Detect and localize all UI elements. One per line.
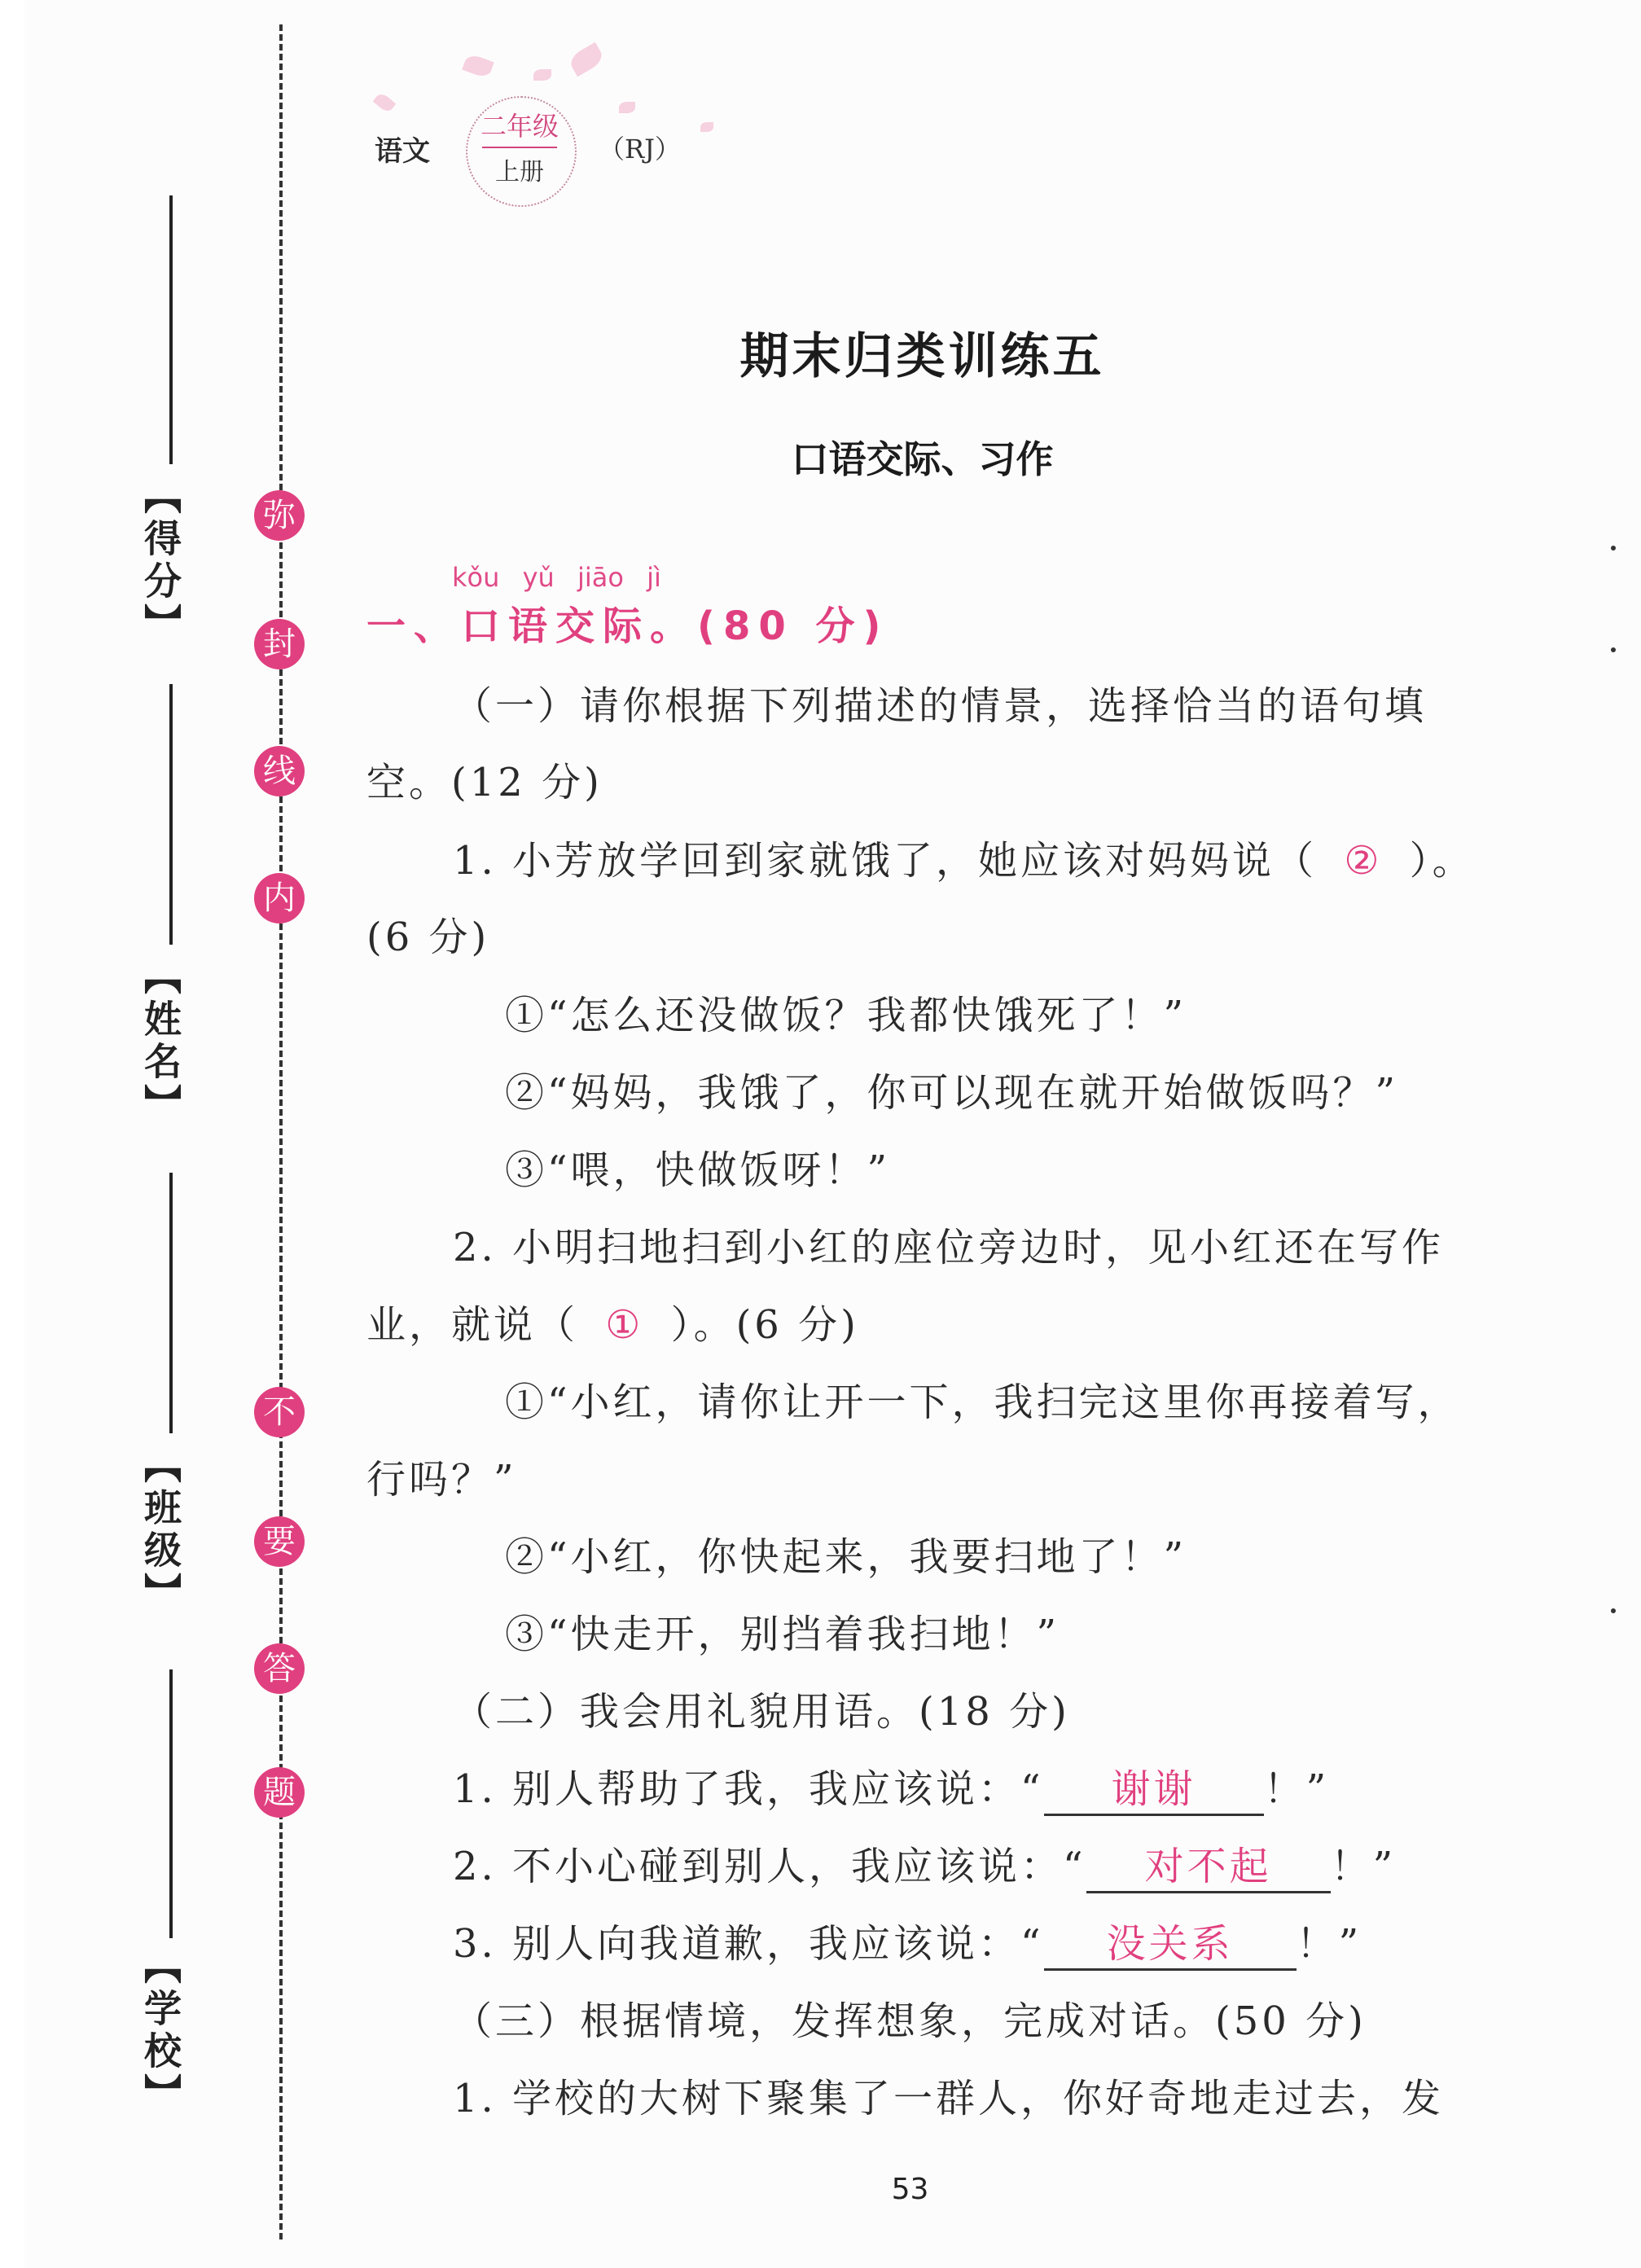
- seal-char: 弥: [254, 490, 305, 541]
- question-2-cont: [366, 1293, 859, 1349]
- item-text: 1. 别人帮助了我，我应该说：“: [453, 1766, 1044, 1812]
- score-label: 【得分】: [138, 476, 182, 646]
- class-line: [169, 1173, 173, 1433]
- polite-item: [453, 1912, 1362, 1971]
- question-2: 2. 小明扫地扫到小红的座位旁边时，见小红还在写作: [453, 1225, 1445, 1270]
- part1-intro: （一）请你根据下列描述的情景，选择恰当的语句填: [453, 683, 1428, 729]
- subject-label: 语文: [375, 135, 430, 168]
- page-title: 期末归类训练五: [739, 328, 1105, 385]
- option: ③“喂，快做饭呀！”: [505, 1147, 891, 1193]
- answer-blank: 对不起: [1086, 1835, 1331, 1893]
- section-heading: 一、口语交际。(80 分): [366, 603, 889, 649]
- seal-char: 线: [254, 746, 305, 796]
- option-cont: 行吗？”: [366, 1457, 517, 1502]
- option: ②“妈妈，我饿了，你可以现在就开始做饭吗？”: [505, 1070, 1399, 1116]
- scan-speck: [1611, 546, 1616, 551]
- school-line: [169, 1669, 173, 1938]
- item-text: ！”: [1330, 1844, 1397, 1889]
- option: ③“快走开，别挡着我扫地！”: [505, 1612, 1060, 1657]
- question-3-1: 1. 学校的大树下聚集了一群人，你好奇地走过去，发: [453, 2076, 1445, 2121]
- petal-decoration: [533, 69, 551, 81]
- question-text: ）。: [1409, 838, 1475, 884]
- grade-divider: [482, 147, 557, 148]
- question-1: [453, 829, 1475, 885]
- petal-decoration: [619, 102, 635, 113]
- page-number: 53: [891, 2173, 929, 2206]
- question-text: 1. 小芳放学回到家就饿了，她应该对妈妈说（: [453, 838, 1318, 884]
- name-label: 【姓名】: [138, 957, 182, 1126]
- option: ②“小红，你快起来，我要扫地了！”: [505, 1534, 1187, 1580]
- volume-label: 上册: [495, 158, 544, 186]
- petal-decoration: [700, 122, 713, 132]
- item-text: 3. 别人向我道歉，我应该说：“: [453, 1921, 1044, 1967]
- polite-item: [453, 1835, 1396, 1893]
- answer-mark: ②: [1344, 838, 1383, 884]
- question-score: (6 分): [366, 915, 490, 960]
- scan-speck: [1611, 647, 1616, 652]
- seal-char: 答: [254, 1643, 305, 1694]
- edition-label: （RJ）: [599, 134, 681, 165]
- option: ①“怎么还没做饭？我都快饿死了！”: [505, 993, 1187, 1038]
- polite-item: [453, 1757, 1329, 1816]
- answer-blank: 没关系: [1044, 1912, 1297, 1971]
- question-text: ）。(6 分): [670, 1302, 859, 1348]
- seal-char: 内: [254, 873, 305, 923]
- scan-speck: [1611, 1608, 1616, 1613]
- item-text: ！”: [1296, 1921, 1362, 1967]
- class-label: 【班级】: [138, 1445, 182, 1615]
- seal-char: 不: [254, 1387, 305, 1437]
- part1-intro-cont: 空。(12 分): [366, 760, 603, 805]
- answer-mark: ①: [605, 1302, 644, 1348]
- question-text: 业，就说（: [366, 1302, 579, 1348]
- option: ①“小红，请你让开一下，我扫完这里你再接着写，: [505, 1380, 1460, 1425]
- school-label: 【学校】: [138, 1946, 182, 2116]
- section-pinyin: kǒu yǔ jiāo jì: [452, 562, 661, 593]
- grade-label: 二年级: [480, 111, 559, 142]
- seal-char: 要: [254, 1516, 305, 1567]
- item-text: 2. 不小心碰到别人，我应该说：“: [453, 1844, 1086, 1889]
- seal-char: 题: [254, 1767, 305, 1818]
- part3-intro: （三）根据情境，发挥想象，完成对话。(50 分): [453, 1998, 1367, 2044]
- name-line: [169, 684, 173, 945]
- item-text: ！”: [1263, 1766, 1330, 1812]
- answer-blank: 谢谢: [1044, 1757, 1264, 1816]
- seal-char: 封: [254, 619, 305, 669]
- page-subtitle: 口语交际、习作: [791, 437, 1054, 481]
- part2-intro: （二）我会用礼貌用语。(18 分): [453, 1689, 1070, 1735]
